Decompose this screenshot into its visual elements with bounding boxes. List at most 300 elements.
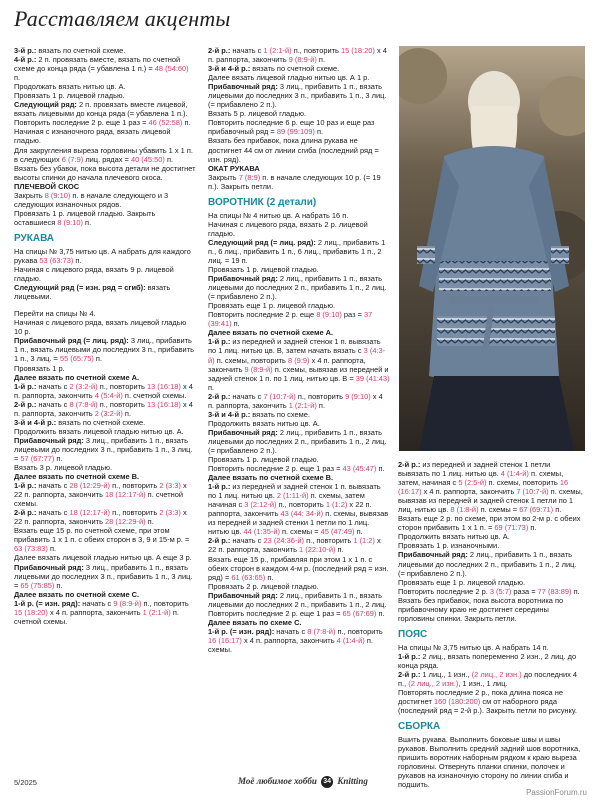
instruction-text: п., повторить bbox=[295, 391, 346, 401]
instruction-text: п. схемы = bbox=[478, 505, 520, 515]
instruction-text: Вязать еще 15 р., прибавляя при этом 1 х 1 п. с обеих сторон в каждом 4-м р. (последний ряд = изн. ряд) = bbox=[208, 554, 389, 582]
instruction-paragraph bbox=[14, 146, 196, 182]
instruction-paragraph bbox=[208, 310, 390, 328]
instruction-text: Повторить последние 2 р. еще 1 раз = bbox=[208, 464, 343, 474]
instruction-text: х 4 п. раппорта, закончить bbox=[421, 487, 517, 497]
size-numbers: 4 (1:4-й) bbox=[336, 635, 365, 645]
size-numbers: 13 (16:18) bbox=[146, 381, 181, 391]
instruction-text: х 22 п. раппорта, закончить bbox=[14, 508, 187, 527]
size-numbers: 65 (67:69) bbox=[342, 608, 377, 618]
size-numbers: (2 лиц., 2 изн.) bbox=[471, 669, 522, 679]
instruction-text: х 4 п. раппорта, закончить bbox=[241, 635, 337, 645]
instruction-text: п., повторить bbox=[110, 508, 160, 518]
instruction-paragraph bbox=[14, 526, 196, 553]
instruction-text: , 1 изн., 1 лиц. bbox=[458, 679, 508, 689]
instruction-paragraph bbox=[208, 482, 390, 536]
instructions-column-2 bbox=[208, 46, 390, 654]
instruction-paragraph bbox=[208, 109, 390, 118]
instruction-text: Повторить последние 2 р. еще 1 раз = bbox=[208, 608, 343, 618]
instruction-paragraph bbox=[208, 173, 390, 191]
instruction-paragraph bbox=[208, 211, 390, 220]
instruction-text: начать с bbox=[36, 481, 70, 491]
instruction-text: начать с bbox=[36, 399, 70, 409]
instruction-text: п. схемы, повторить bbox=[214, 355, 288, 365]
instruction-text: 2 лиц., вязать попеременно 2 изн., 2 лиц. до конца ряда. bbox=[398, 651, 577, 670]
size-numbers: 28 (12:29-й) bbox=[69, 481, 111, 491]
row-label: 1-й р.: bbox=[14, 481, 37, 491]
instruction-text: вязать по счетной схеме. bbox=[250, 64, 340, 74]
size-numbers: 28 (12:29-й) bbox=[105, 517, 146, 527]
instruction-paragraph bbox=[208, 301, 390, 310]
instruction-paragraph bbox=[14, 55, 196, 82]
instruction-paragraph bbox=[398, 550, 583, 577]
size-numbers: 63 (73:83) bbox=[14, 544, 48, 554]
instruction-paragraph bbox=[14, 436, 196, 463]
page-number: 34 bbox=[321, 776, 333, 788]
instruction-text: Начиная с лицевого ряда, вязать 2 р. лицевой гладью. bbox=[208, 219, 368, 238]
row-label: 2-й р.: bbox=[208, 391, 231, 401]
instruction-paragraph bbox=[14, 400, 196, 418]
instruction-paragraph bbox=[398, 541, 583, 550]
instruction-paragraph bbox=[14, 599, 196, 626]
instruction-text: п. схемы. bbox=[208, 635, 373, 654]
instruction-text: Вязать 3 р. лицевой гладью. bbox=[14, 463, 113, 473]
instruction-paragraph bbox=[208, 337, 390, 391]
size-numbers: 16 (16:17) bbox=[208, 635, 242, 645]
size-numbers: 3 (4:3-й) bbox=[208, 346, 386, 365]
instruction-text: п., повторить bbox=[291, 46, 341, 55]
instruction-paragraph bbox=[208, 328, 390, 337]
instruction-text: Продолжить вязать нитью цв. А. bbox=[208, 418, 320, 428]
page-title: Расставляем акценты bbox=[14, 6, 231, 31]
size-numbers: 7 (10:7-й) bbox=[263, 391, 296, 401]
instruction-text: начать с bbox=[36, 508, 70, 518]
instruction-text: Вязать без прибавок, пока высота воротника по прибавочному краю не достигнет середины горловины спинки. Закрыть петли. bbox=[398, 595, 564, 623]
size-numbers: 77 (83:89) bbox=[537, 586, 572, 596]
instruction-paragraph bbox=[14, 265, 196, 283]
size-numbers: 18 (12:17-й) bbox=[69, 508, 111, 518]
row-label: Следующий ряд: bbox=[14, 100, 77, 110]
row-label: 2-й р.: bbox=[398, 669, 421, 679]
instruction-paragraph bbox=[398, 514, 583, 532]
instruction-text: Повторить последние 6 р. еще 10 раз и еще раз прибавочный ряд = bbox=[208, 118, 375, 137]
size-numbers: 3 (2:12-й) bbox=[244, 500, 277, 510]
size-numbers: 45 (47:49) bbox=[320, 527, 355, 537]
instruction-paragraph bbox=[208, 274, 390, 301]
instruction-text: Вшить рукава. Выполнить боковые швы и швы рукавов. Выполнить средний задний шов воротника, пришить воротник наборным рядком к краю выреза горловины. Отвернуть планки спинки, полочек и рукавов на изнаночную сторону по линии сгиба и подшить. bbox=[398, 735, 581, 790]
instruction-text: п. bbox=[47, 544, 57, 554]
size-numbers: 43 (45:47) bbox=[342, 464, 377, 474]
instruction-text: начать с bbox=[274, 626, 308, 636]
instruction-text: п. в начале следующего и 3 следующих изнаночных рядов. bbox=[14, 190, 169, 209]
instruction-text: начать с bbox=[230, 536, 264, 546]
size-numbers: 4 (1:4-й) bbox=[500, 469, 529, 479]
size-numbers: 9 (8:9-й) bbox=[113, 598, 142, 608]
instruction-paragraph bbox=[14, 209, 196, 227]
instruction-paragraph bbox=[208, 609, 390, 618]
instruction-text: Провязать еще 1 р. лицевой гладью. bbox=[398, 577, 526, 587]
instruction-text: Провязать 1 р. лицевой гладью. bbox=[14, 91, 125, 101]
instruction-text: вязать по схеме. bbox=[250, 409, 310, 419]
row-label: Прибавочный ряд: bbox=[14, 435, 84, 445]
size-numbers: 2 (1:11-й) bbox=[276, 491, 309, 501]
size-numbers: 37 (39:41) bbox=[208, 310, 373, 329]
instruction-text: Повторить последние 2 р. bbox=[398, 586, 490, 596]
instruction-text: 2 лиц., прибавить 1 п., вязать лицевыми до последних 2 п., прибавить 1 п., 2 лиц. (= прибавлено 2 п.). bbox=[398, 550, 577, 578]
size-numbers: 67 (69:71) bbox=[519, 505, 554, 515]
size-numbers: 23 (24:36-й) bbox=[263, 536, 305, 546]
instruction-text: лиц. рядах = bbox=[83, 154, 131, 164]
instruction-paragraph bbox=[14, 373, 196, 382]
instruction-text: п. счетной схемы. bbox=[14, 607, 179, 626]
instruction-text: Для закругления выреза горловины убавить 1 х 1 п. в следующих bbox=[14, 145, 193, 164]
instruction-paragraph bbox=[14, 563, 196, 590]
instruction-paragraph bbox=[14, 364, 196, 373]
instruction-text: п. bbox=[528, 523, 537, 533]
issue-number: 5/2025 bbox=[14, 778, 37, 787]
instruction-text: Провязать 1 р. лицевой гладью. bbox=[208, 265, 319, 275]
row-label: Далее вязать по счетной схеме A. bbox=[208, 328, 334, 338]
size-numbers: 57 (67:77) bbox=[20, 453, 55, 463]
instruction-text: п. bbox=[265, 572, 274, 582]
row-label: Прибавочный ряд: bbox=[208, 427, 278, 437]
size-numbers: 13 (16:18) bbox=[146, 399, 181, 409]
size-numbers: 15 (18:20) bbox=[340, 46, 375, 55]
instruction-text: Закрыть bbox=[208, 172, 239, 182]
instruction-paragraph bbox=[208, 136, 390, 163]
instruction-text: Начиная с лицевого ряда, вязать лицевой гладью 10 р. bbox=[14, 318, 187, 337]
row-label: Следующий ряд (= лиц. ряд): bbox=[208, 237, 316, 247]
instructions-column-1 bbox=[14, 46, 196, 626]
instruction-paragraph bbox=[14, 418, 196, 427]
row-label: 3-й и 4-й р.: bbox=[208, 64, 251, 74]
instruction-text: Повторить последние 2 р. еще 1 раз = bbox=[14, 118, 149, 128]
instruction-text: п. схемы = bbox=[279, 527, 321, 537]
instruction-paragraph bbox=[208, 419, 390, 428]
instruction-text: 3 лиц., прибавить 1 п., вязать лицевыми до последних 3 п., прибавить 1 п., 3 лиц. = bbox=[14, 435, 193, 463]
instruction-text: На спицы № 3,75 нитью цв. А набрать для каждого рукава bbox=[14, 246, 191, 265]
row-label: 1-й р.: bbox=[208, 337, 231, 347]
page-footer bbox=[0, 774, 597, 800]
row-label: Далее вязать по счетной схеме C. bbox=[14, 589, 140, 599]
photo-cardigan bbox=[399, 46, 585, 451]
instruction-text: из передней и задней стенок 1 п. вывязать по 1 лиц. нитью цв. B, затем начать вязать с bbox=[208, 337, 381, 356]
instruction-text: Продолжить вязать нитью цв. А. bbox=[398, 532, 510, 542]
instruction-paragraph bbox=[14, 247, 196, 265]
size-numbers: 69 (71:73) bbox=[494, 523, 529, 533]
row-label: 3-й и 4-й р.: bbox=[14, 417, 57, 427]
instruction-paragraph bbox=[398, 587, 583, 596]
instruction-text: п. схемы, затем начиная с bbox=[208, 491, 365, 510]
instruction-paragraph bbox=[208, 428, 390, 455]
instruction-paragraph bbox=[14, 382, 196, 400]
instruction-text: п. bbox=[376, 608, 385, 618]
instruction-text: до последних 4 п., bbox=[398, 669, 578, 689]
instruction-text: Повторять последние 2 р., пока длина пояса не достигнет bbox=[398, 688, 563, 707]
instruction-paragraph bbox=[14, 82, 196, 91]
instruction-text: п. схемы, повторить bbox=[486, 478, 560, 488]
instruction-paragraph bbox=[14, 472, 196, 481]
instruction-text: 3 лиц., прибавить 1 п., вязать лицевыми до последних 3 п., прибавить 1 п., 3 лиц. (= прибавлено 2 п.). bbox=[208, 82, 387, 110]
size-numbers: 1 (1:2) bbox=[353, 536, 375, 546]
instruction-text: 2 п. провязать вместе лицевой, вязать лицевыми до конца ряда (= убавлена 1 п.). bbox=[14, 100, 188, 119]
instruction-text: х 4 п. раппорта, закончить bbox=[14, 399, 193, 418]
instruction-paragraph bbox=[14, 590, 196, 599]
instruction-paragraph bbox=[14, 127, 196, 145]
row-label: 3-й и 4-й р.: bbox=[208, 409, 251, 419]
size-numbers: 61 (63:65) bbox=[231, 572, 266, 582]
size-numbers: 8 (1:8-й) bbox=[450, 505, 479, 515]
size-numbers: 6 (7:9) bbox=[61, 154, 84, 164]
magazine-brand: Knitting bbox=[337, 776, 368, 787]
instruction-text: п. bbox=[208, 382, 215, 392]
row-label: 4-й р.: bbox=[14, 55, 37, 65]
row-label: 1-й р.: bbox=[14, 381, 37, 391]
instruction-text: п. bbox=[316, 400, 326, 410]
instruction-paragraph bbox=[208, 220, 390, 238]
instruction-text: п. bbox=[54, 453, 63, 463]
section-heading: ВОРОТНИК (2 детали) bbox=[208, 196, 317, 208]
row-label: 2-й р.: bbox=[14, 399, 37, 409]
instruction-paragraph bbox=[208, 591, 390, 609]
instruction-paragraph bbox=[14, 481, 196, 508]
size-numbers: 8 (9:9) bbox=[288, 355, 310, 365]
size-numbers: 9 (8:9-й) bbox=[244, 364, 273, 374]
instruction-text: вязать по счетной схеме. bbox=[56, 417, 146, 427]
instruction-paragraph bbox=[14, 336, 196, 363]
size-numbers: (2 лиц., 2 изн.) bbox=[408, 679, 459, 689]
size-numbers: 7 (8:9) bbox=[238, 172, 261, 182]
instruction-text: Перейти на спицы № 4. bbox=[14, 309, 96, 319]
instruction-text: п. bbox=[54, 580, 63, 590]
instruction-text: п. bbox=[14, 73, 21, 83]
size-numbers: 1 (1:2) bbox=[325, 500, 348, 510]
size-numbers: 2 (3:2-й) bbox=[69, 381, 98, 391]
row-label: Далее вязать по счетной схеме B. bbox=[14, 472, 140, 482]
instruction-text: начать с bbox=[36, 381, 70, 391]
size-numbers: 8 (9:10) bbox=[316, 310, 342, 320]
instruction-paragraph bbox=[398, 578, 583, 587]
instruction-text: Далее вязать лицевой гладью нитью цв. А еще 3 р. bbox=[14, 553, 192, 563]
instruction-text: п. схемы, вывязав из передней и задней стенок 1 п. по 1 лиц. нитью цв. B = bbox=[208, 364, 389, 383]
instruction-text: п., повторить bbox=[335, 626, 383, 636]
instruction-paragraph bbox=[14, 553, 196, 562]
instruction-text: 2 лиц., прибавить 1 п., вязать лицевыми до последних 2 п., прибавить 1 п., 2 лиц. (= прибавлено 2 п.). bbox=[208, 274, 387, 302]
instruction-text: раза = bbox=[511, 586, 538, 596]
instruction-text: п., повторить bbox=[110, 481, 160, 491]
size-numbers: 160 (180:200) bbox=[433, 697, 481, 707]
row-label: Следующий ряд (= изн. ряд = сгиб): bbox=[14, 283, 146, 293]
instruction-paragraph bbox=[14, 46, 196, 55]
instruction-text: из передней и задней стенок 1 п. вывязать по 1 лиц. нитью цв. bbox=[208, 482, 381, 501]
instruction-text: Провязать 1 р. лицевой гладью. bbox=[208, 455, 319, 465]
instruction-paragraph bbox=[208, 464, 390, 473]
instruction-text: п. Вязать без убавок, пока высота детали не достигнет высоты спинки до начала плечевого скоса. bbox=[14, 154, 196, 182]
row-label: 1-й р. (= изн. ряд): bbox=[14, 598, 81, 608]
instruction-paragraph bbox=[14, 283, 196, 301]
instruction-text: Провязать 1 р. изнаночными. bbox=[398, 541, 500, 551]
instruction-text: вязать по счетной схеме. bbox=[36, 46, 126, 55]
size-numbers: 4 (5:4-й) bbox=[94, 390, 123, 400]
row-label: Далее вязать по схеме C. bbox=[208, 617, 302, 627]
instruction-text: начать с bbox=[230, 46, 264, 55]
instruction-text: см от наборного ряда (последний ряд = 2-й р.). Закрыть петли по рисунку. bbox=[398, 697, 577, 716]
instruction-paragraph bbox=[398, 688, 583, 715]
instruction-text: п. bbox=[314, 127, 324, 137]
instruction-paragraph bbox=[14, 427, 196, 436]
instruction-text: Провязать 1 р. bbox=[14, 363, 65, 373]
instruction-text: Провязать 2 р. лицевой гладью. bbox=[208, 581, 319, 591]
instruction-paragraph bbox=[208, 618, 390, 627]
instruction-paragraph bbox=[208, 473, 390, 482]
instruction-paragraph bbox=[14, 508, 196, 526]
instruction-text: начать с bbox=[80, 598, 114, 608]
instruction-paragraph bbox=[14, 191, 196, 209]
instruction-text: п. bbox=[571, 586, 580, 596]
instruction-text: п. bbox=[145, 517, 154, 527]
instruction-paragraph bbox=[398, 596, 583, 623]
instruction-text: х 22 п. раппорта, закончить bbox=[208, 536, 381, 555]
instruction-paragraph bbox=[14, 100, 196, 118]
instruction-text: п. bbox=[553, 505, 562, 515]
instruction-text: х 4 п. раппорта, закончить bbox=[208, 391, 383, 410]
section-heading: ПЛЕЧЕВОЙ СКОС bbox=[14, 181, 80, 191]
instruction-paragraph bbox=[398, 460, 583, 514]
instruction-text: 3 лиц., прибавить 1 п., вязать лицевыми до последних 3 п., прибавить 1 п., 3 лиц. = bbox=[14, 562, 193, 590]
instruction-text: х 22 п. раппорта, закончить bbox=[14, 481, 187, 500]
instruction-text: п. bbox=[93, 354, 103, 364]
instruction-text: п. схемы, вывязав из передней и задней стенки 1 петли по 1 лиц. нитью цв. bbox=[208, 509, 389, 537]
instruction-text: Начиная с лицевого ряда, вязать 9 р. лицевой гладью. bbox=[14, 265, 174, 284]
size-numbers: 43 (44: 34-й) bbox=[280, 509, 324, 519]
instruction-text: п. bbox=[122, 408, 132, 418]
instruction-paragraph bbox=[14, 309, 196, 318]
size-numbers: 18 (12:17-й) bbox=[105, 490, 146, 500]
woman-in-patterned-cardigan-photo bbox=[399, 46, 585, 451]
instruction-text: п. bbox=[82, 217, 92, 227]
instruction-text: вязать лицевыми. bbox=[14, 283, 171, 302]
row-label: Прибавочный ряд: bbox=[398, 550, 468, 560]
size-numbers: 8 (7:8-й) bbox=[69, 399, 98, 409]
instruction-paragraph bbox=[208, 118, 390, 136]
size-numbers: 7 (10:7-й) bbox=[516, 487, 549, 497]
instruction-text: Провязать еще 1 р. лицевой гладью. bbox=[208, 301, 336, 311]
instruction-text: Продолжить вязать лицевой гладью нитью цв. А. bbox=[14, 426, 184, 436]
instruction-text: п. bbox=[316, 55, 326, 65]
row-label: Далее вязать по счетной схеме А. bbox=[14, 372, 140, 382]
instruction-paragraph bbox=[14, 91, 196, 100]
instruction-paragraph bbox=[208, 392, 390, 410]
instruction-text: х 4 п. раппорта, закончить bbox=[14, 381, 193, 400]
instruction-text: раз = bbox=[341, 310, 365, 320]
instruction-text: Далее вязать лицевой гладью нитью цв. А 1 р. bbox=[208, 73, 370, 83]
instructions-column-3 bbox=[398, 460, 583, 790]
instruction-paragraph bbox=[398, 670, 583, 688]
instruction-text: п. bbox=[182, 118, 191, 128]
instruction-paragraph bbox=[208, 410, 390, 419]
size-numbers: 55 (65:75) bbox=[59, 354, 94, 364]
instruction-text: 3 лиц., прибавить 1 п., вязать лицевыми до последних 3 п., прибавить 1 п., 3 лиц. = bbox=[14, 336, 194, 364]
row-label: Прибавочный ряд: bbox=[14, 562, 84, 572]
size-numbers: 1 (22:10-й) bbox=[299, 545, 336, 555]
size-numbers: 48 (54:60) bbox=[154, 64, 189, 74]
instruction-paragraph bbox=[208, 265, 390, 274]
instruction-text: Вязать 5 р. лицевой гладью. bbox=[208, 109, 307, 119]
size-numbers: 46 (52:58) bbox=[148, 118, 183, 128]
row-label: 2-й р.: bbox=[208, 46, 231, 55]
size-numbers: 44 (1:35-й) bbox=[243, 527, 280, 537]
magazine-title: Моё любимое хобби bbox=[238, 776, 317, 787]
instruction-text: х 22 п. раппорта, закончить bbox=[208, 500, 372, 519]
size-numbers: 53 (63:73) bbox=[39, 255, 74, 265]
instruction-text: п. bbox=[73, 255, 82, 265]
magazine-name bbox=[238, 776, 368, 788]
instruction-paragraph bbox=[208, 582, 390, 591]
instruction-text: 2 п. провязать вместе, вязать по счетной схеме до конца ряда (= убавлена 1 п.) = bbox=[14, 55, 181, 74]
instruction-text: п. в начале следующих 10 р. (= 19 п.). Закрыть петли. bbox=[208, 172, 381, 191]
instruction-text: п. bbox=[376, 464, 385, 474]
instruction-text: х 4 п. раппорта, закончить bbox=[47, 607, 143, 617]
instruction-text: п., повторить bbox=[276, 500, 326, 510]
size-numbers: 9 (9:10) bbox=[345, 391, 371, 401]
row-label: 1-й р.: bbox=[398, 651, 421, 661]
row-label: Прибавочный ряд: bbox=[208, 82, 278, 92]
instruction-paragraph bbox=[208, 46, 390, 64]
instruction-text: Провязать 1 р. лицевой гладью. Закрыть оставшиеся bbox=[14, 208, 156, 227]
instruction-text: п., повторить bbox=[97, 381, 147, 391]
watermark: PassionForum.ru bbox=[526, 788, 587, 797]
instruction-text: п. bbox=[335, 545, 344, 555]
row-label: 2-й р.: bbox=[208, 536, 231, 546]
instruction-paragraph bbox=[14, 463, 196, 472]
instruction-paragraph bbox=[208, 64, 390, 73]
size-numbers: 89 (99:109) bbox=[276, 127, 315, 137]
size-numbers: 16 (16:17) bbox=[398, 478, 569, 497]
instruction-text: 1 лиц., 1 изн., bbox=[420, 669, 472, 679]
instruction-text: п. bbox=[231, 319, 240, 329]
size-numbers: 1 (2:1-й) bbox=[263, 46, 292, 55]
instruction-text: Закрыть bbox=[14, 190, 45, 200]
size-numbers: 2 (3:2-й) bbox=[94, 408, 123, 418]
section-heading: ОКАТ РУКАВА bbox=[208, 163, 260, 173]
size-numbers: 65 (75:85) bbox=[20, 580, 55, 590]
size-numbers: 8 (9:10) bbox=[44, 190, 71, 200]
size-numbers: 3 (5:7) bbox=[489, 586, 512, 596]
instruction-paragraph bbox=[208, 82, 390, 109]
instruction-paragraph bbox=[208, 455, 390, 464]
instruction-paragraph bbox=[208, 555, 390, 582]
instruction-text: п. схемы, затем, начиная с bbox=[398, 469, 564, 488]
row-label: 2-й р.: bbox=[14, 508, 37, 518]
row-label: Прибавочный ряд: bbox=[208, 274, 278, 284]
instruction-paragraph bbox=[208, 73, 390, 82]
instruction-paragraph bbox=[208, 536, 390, 554]
row-label: 1-й р. (= изн. ряд): bbox=[208, 626, 275, 636]
instruction-text: 2 лиц., прибавить 1 п., вязать лицевыми до последних 2 п., прибавить 1 п., 2 лиц. (= прибавлено 2 п.). bbox=[208, 427, 387, 455]
row-label: Прибавочный ряд: bbox=[208, 590, 278, 600]
size-numbers: 1 (2:1-й) bbox=[288, 400, 317, 410]
instruction-paragraph bbox=[208, 627, 390, 654]
instruction-text: п. счетной схемы. bbox=[14, 490, 184, 509]
instruction-text: Повторить последние 2 р. еще bbox=[208, 310, 317, 320]
size-numbers: 1 (2:1-й) bbox=[142, 607, 171, 617]
row-label: Прибавочный ряд (= лиц. ряд): bbox=[14, 336, 129, 346]
instruction-text: п. счетной схемы. bbox=[122, 390, 187, 400]
instruction-text: 2 лиц., прибавить 1 п., вязать лицевыми до последних 2 п., прибавить 1 п., 2 лиц. bbox=[208, 590, 387, 609]
row-label: 1-й р.: bbox=[208, 482, 231, 492]
row-label: Далее вязать по счетной схеме B. bbox=[208, 473, 334, 483]
instruction-text: На спицы № 4 нитью цв. А набрать 16 п. bbox=[208, 210, 349, 220]
